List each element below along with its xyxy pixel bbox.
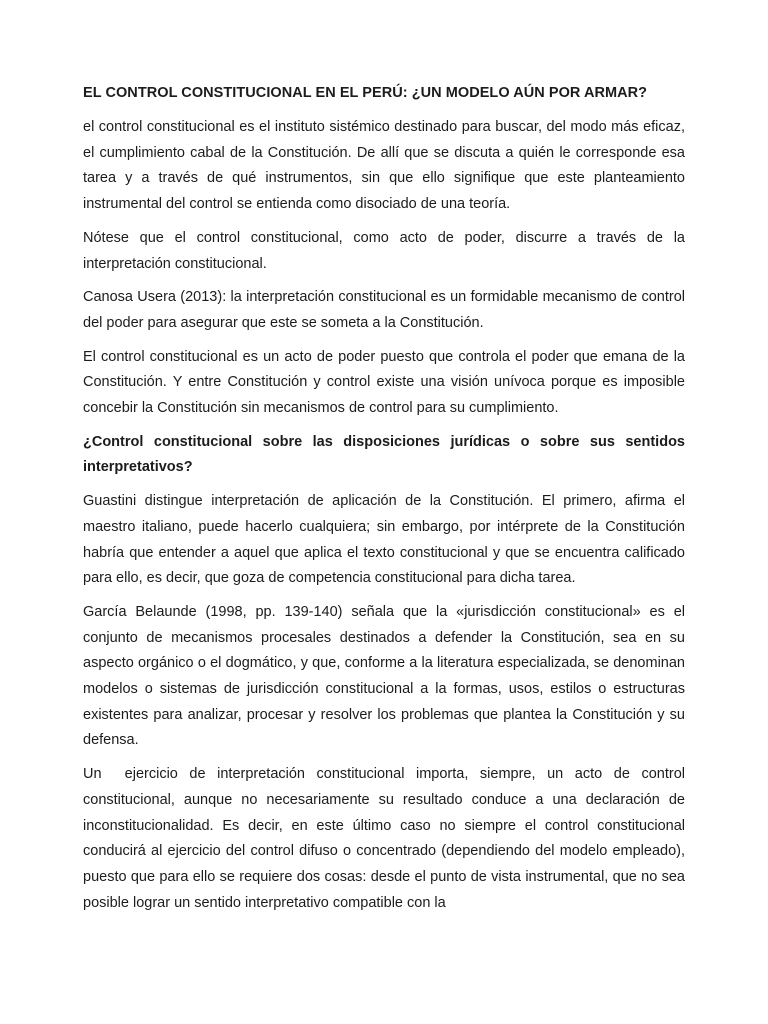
paragraph-canosa-usera: Canosa Usera (2013): la interpretación constitucional es un formidable mecanismo de control del poder para asegurar que este se someta a la Constitución. [83,289,685,331]
paragraph-control-interpretation: Nótese que el control constitucional, como acto de poder, discurre a través de la interpretación constitucional. [83,229,685,272]
paragraph-ejercicio-interpretacion: Un ejercicio de interpretación constitucional importa, siempre, un acto de control constitucional, aunque no necesariamente su resultado conduce a una declaración de inconstitucionalidad. Es decir, en este último caso no siempre el control constitucional conducirá al ejercicio del control difuso o concentrado (dependiendo del modelo empleado), puesto que para ello se requiere dos cosas: desde el punto de vista instrumental, que no sea posible lograr un sentido interpretativo compatible con la [83,766,690,911]
paragraph-control-definition: el control constitucional es el instituto sistémico destinado para buscar, del modo más eficaz, el cumplimiento cabal de la Constitución. De allí que se discuta a quién le corresponde esa tarea y a través de qué instrumentos, sin que ello signifique que este planteamiento instrumental del control se entienda como disociado de una teoría. [83,119,685,213]
document-title: EL CONTROL CONSTITUCIONAL EN EL PERÚ: ¿UN MODELO AÚN POR ARMAR? [83,85,648,101]
paragraph-acto-de-poder: El control constitucional es un acto de poder puesto que controla el poder que emana de la Constitución. Y entre Constitución y control existe una visión unívoca porque es imposible concebir la Constitución sin mecanismos de control para su cumplimiento. [83,348,685,417]
document-page [83,80,690,924]
paragraph-guastini: Guastini distingue interpretación de aplicación de la Constitución. El primero, afirma el maestro italiano, puede hacerlo cualquiera; sin embargo, por intérprete de la Constitución habría que entender a aquel que aplica el texto constitucional y que se encuentra calificado para ello, es decir, que goza de competencia constitucional para dicha tarea. [83,493,685,587]
paragraph-garcia-belaunde: García Belaunde (1998, pp. 139-140) señala que la «jurisdicción constitucional» es el conjunto de mecanismos procesales destinados a defender la Constitución, sea en su aspecto orgánico o el dogmático, y que, conforme a la literatura especializada, se denominan modelos o sistemas de jurisdicción constitucional a la formas, usos, estilos o estructuras existentes para analizar, procesar y resolver los problemas que plantea la Constitución y su defensa. [83,603,685,749]
section-heading: ¿Control constitucional sobre las disposiciones jurídicas o sobre sus sentidos interpretativos? [83,433,685,476]
